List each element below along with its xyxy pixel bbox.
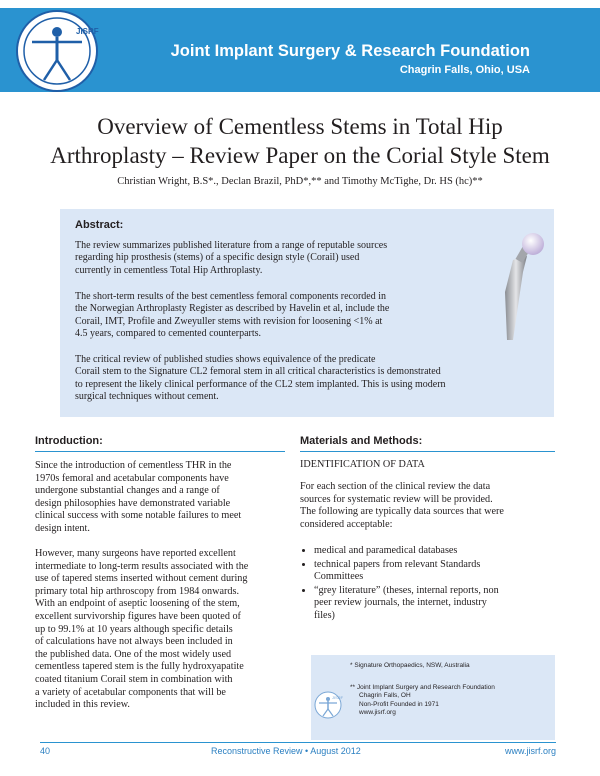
text-line: regarding hip prosthesis (stems) of a specific design style (Corail) used [75, 252, 360, 264]
text-line: sources for systematic review will be provided. [300, 493, 493, 505]
text-line: intermediate to long-term results associated with the [35, 560, 249, 572]
page-number: 40 [40, 746, 51, 756]
list-item [314, 545, 554, 558]
abstract-paragraph [75, 240, 475, 277]
text-line: undergone substantial changes and a range of [35, 485, 220, 497]
vitruvian-figure-icon [18, 12, 99, 90]
text-line: peer review journals, the internet, industry [314, 597, 487, 609]
paper-title [0, 112, 600, 170]
organization-name: Joint Implant Surgery & Research Foundation [170, 42, 530, 60]
text-line: The short-term results of the best cementless femoral components recorded in [75, 291, 387, 302]
abstract-paragraph [75, 291, 475, 341]
text-line: clinical success with some notable failures to meet [35, 510, 242, 522]
title-line: Arthroplasty – Review Paper on the Corial Style Stem [50, 143, 550, 168]
text-line: Committees [314, 571, 364, 583]
text-line: technical papers from relevant Standards [314, 558, 481, 570]
footer-url[interactable]: www.jisrf.org [504, 746, 556, 756]
text-line: With an endpoint of aseptic loosening of the stem, [35, 598, 240, 610]
text-line: design philosophies have demonstrated variable [35, 497, 231, 509]
text-line: 1970s femoral and acetabular components have [35, 472, 229, 484]
text-line: Since the introduction of cementless THR in the [35, 460, 232, 471]
text-line: the published data. One of the most widely used [35, 648, 232, 660]
text-line: The following are typically data sources that were [300, 506, 504, 518]
footer-divider [40, 742, 556, 743]
text-line: files) [314, 609, 335, 621]
text-line: medical and paramedical databases [314, 545, 458, 556]
abstract-heading: Abstract: [75, 219, 124, 231]
text-line: Corail, IMT, Profile and Zweyuller stems with revision for loosening <1% at [75, 315, 383, 327]
jisrf-small-logo [313, 690, 343, 720]
text-line: The review summarizes published literature from a range of reputable sources [75, 240, 388, 251]
text-line: to represent the likely clinical performance of the CL2 stem implanted. This is using modern [75, 378, 446, 390]
journal-info: Reconstructive Review • August 2012 [211, 746, 361, 756]
text-line: of calculations have not always been included in [35, 636, 233, 648]
section-divider [300, 451, 555, 452]
text-line: “grey literature” (theses, internal reports, non [314, 584, 499, 596]
author-list: Christian Wright, B.S*., Declan Brazil, PhD*,** and Timothy McTighe, Dr. HS (hc)** [117, 176, 483, 187]
text-line: For each section of the clinical review the data [300, 481, 491, 492]
text-line: coated titanium Corail stem in combination with [35, 673, 233, 685]
introduction-heading: Introduction: [35, 435, 103, 447]
organization-location: Chagrin Falls, Ohio, USA [399, 64, 530, 76]
methods-paragraph [300, 481, 555, 531]
text-line: The critical review of published studies shows equivalence of the predicate [75, 354, 376, 365]
text-line: 4.5 years, compared to cemented counterparts. [75, 328, 262, 340]
text-line: primary total hip arthroscopy from 1984 onwards. [35, 585, 239, 597]
text-line: excellent survivorship figures have been quoted of [35, 610, 241, 622]
text-line: www.jisrf.org [359, 709, 396, 717]
introduction-paragraph [35, 460, 285, 536]
jisrf-logo [16, 10, 98, 92]
text-line: cementless tapered stem is the fully hydroxyapatite [35, 661, 244, 673]
text-line: use of tapered stems inserted without cement during [35, 573, 248, 585]
text-line: included in this review. [35, 699, 130, 711]
text-line: a variety of acetabular components that will be [35, 686, 226, 698]
text-line: Non-Profit Founded in 1971 [359, 700, 439, 708]
text-line: Corail stem to the Signature CL2 femoral stem in all critical characteristics is demonstrated [75, 366, 441, 378]
text-line: currently in cementless Total Hip Arthroplasty. [75, 264, 263, 276]
text-line: up to 99.1% at 10 years although specific details [35, 623, 233, 635]
abstract-paragraph [75, 354, 545, 404]
affiliation-note: * Signature Orthopaedics, NSW, Australia [350, 662, 470, 669]
title-line: Overview of Cementless Stems in Total Hip [97, 114, 503, 139]
methods-heading: Materials and Methods: [300, 435, 423, 447]
hip-stem-image [483, 232, 547, 344]
text-line: the Norwegian Arthroplasty Register as described by Havelin et al, include the [75, 303, 390, 315]
list-item [314, 585, 554, 623]
introduction-paragraph [35, 548, 285, 712]
section-divider [35, 451, 285, 452]
text-line: surgical techniques without cement. [75, 391, 219, 403]
text-line: Chagrin Falls, OH [359, 692, 411, 700]
text-line: However, many surgeons have reported excellent [35, 548, 236, 559]
small-logo-text: JISRF [332, 695, 344, 700]
text-line: considered acceptable: [300, 518, 393, 530]
list-item [314, 559, 554, 584]
methods-subheading: IDENTIFICATION OF DATA [300, 459, 425, 470]
logo-text: JISRF [76, 27, 99, 36]
affiliation-note [350, 684, 550, 718]
text-line: design intent. [35, 522, 90, 534]
data-sources-list [300, 545, 554, 624]
text-line: ** Joint Implant Surgery and Research Foundation [350, 684, 495, 691]
